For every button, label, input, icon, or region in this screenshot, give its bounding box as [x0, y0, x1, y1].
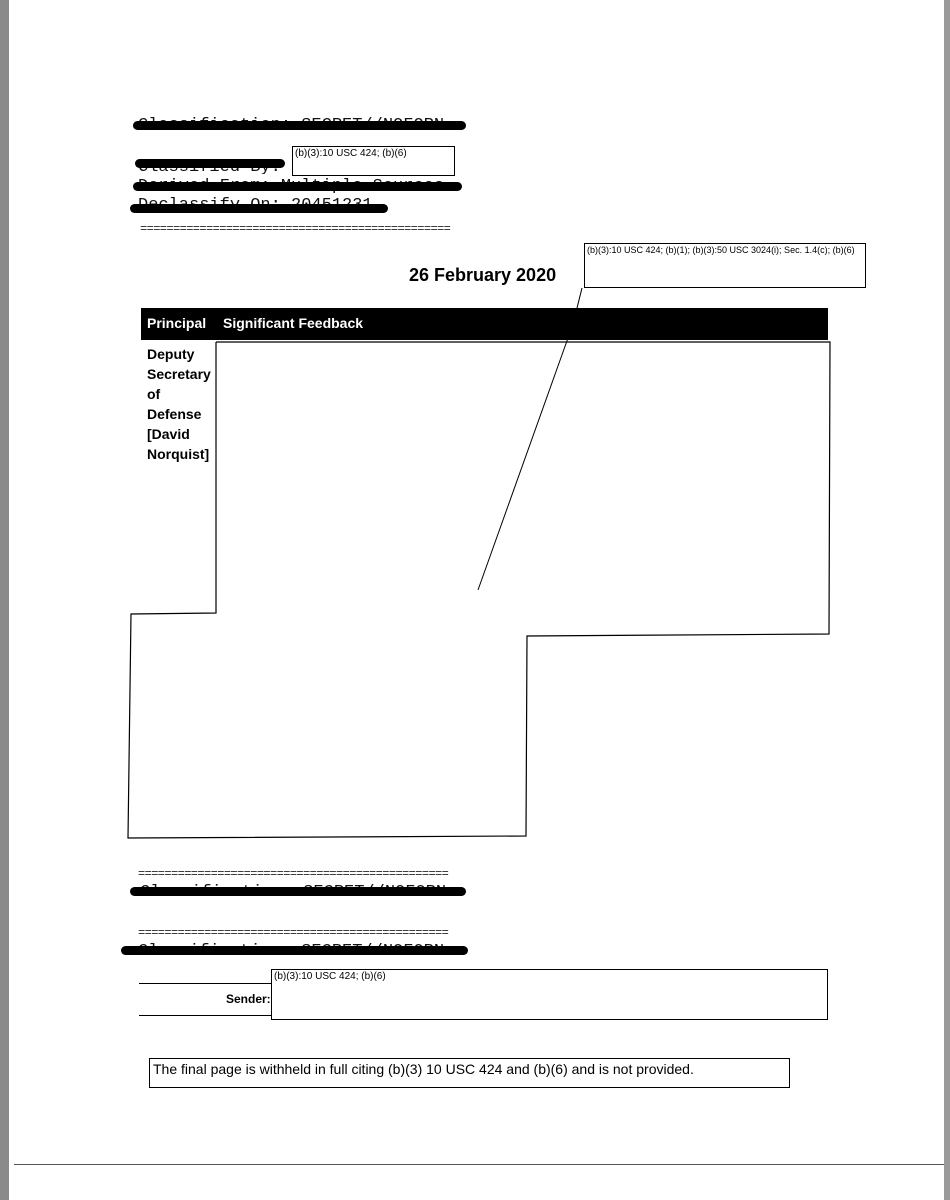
separator-line: ===============================================: [138, 868, 449, 880]
withheld-notice: The final page is withheld in full citing (b)(3) 10 USC 424 and (b)(6) and is not provided.: [149, 1058, 790, 1088]
principal-name-line: Secretary: [147, 366, 211, 382]
sender-label: Sender:: [226, 992, 271, 1006]
separator-line: ===============================================: [138, 927, 449, 939]
redaction-reference-box: (b)(3):10 USC 424; (b)(1); (b)(3):50 USC 3024(i); Sec. 1.4(c); (b)(6): [584, 243, 866, 288]
principal-name-line: Norquist]: [147, 446, 210, 462]
document-date: 26 February 2020: [409, 265, 557, 285]
page-bottom-rule: [14, 1164, 944, 1165]
principal-name-line: Defense: [147, 406, 202, 422]
principal-name-line: [David: [147, 426, 190, 442]
classified-by-box: (b)(3):10 USC 424; (b)(6): [292, 146, 455, 176]
principal-name-line: Deputy: [147, 346, 195, 362]
column-header-feedback: Significant Feedback: [223, 315, 364, 331]
column-header-principal: Principal: [147, 315, 207, 331]
principal-name-line: of: [147, 386, 161, 402]
sender-rule-bottom: [139, 1015, 273, 1016]
sender-rule-top: [139, 983, 273, 984]
sender-redaction-box: (b)(3):10 USC 424; (b)(6): [271, 969, 828, 1020]
redaction-marker: [121, 946, 468, 955]
separator-line: ===============================================: [140, 223, 451, 235]
redaction-marker: [130, 887, 466, 896]
